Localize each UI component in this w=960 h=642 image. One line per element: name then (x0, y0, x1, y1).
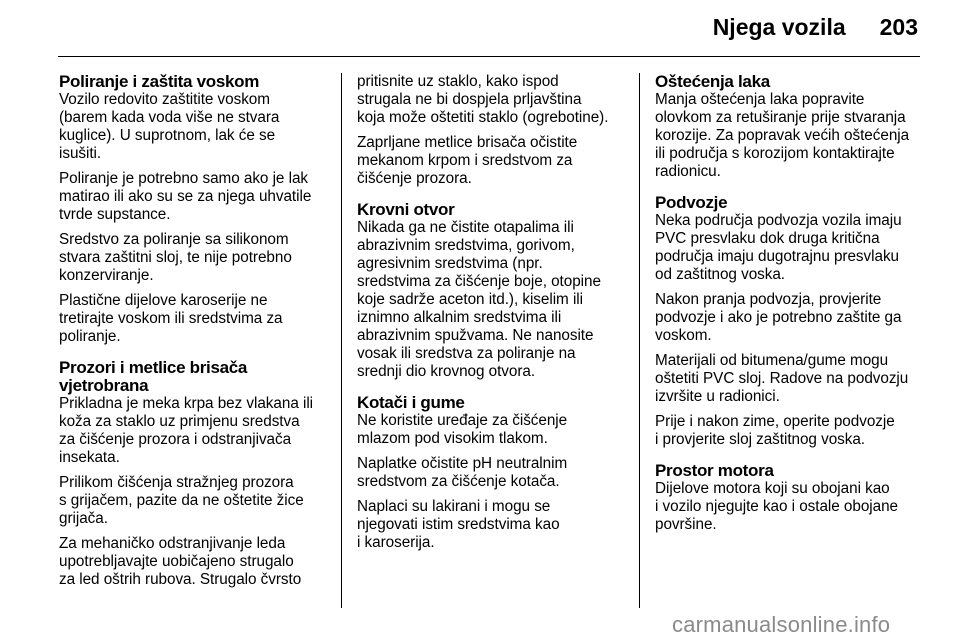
text-line: olovkom za retuširanje prije stvaranja (655, 109, 906, 126)
heading-line: vjetrobrana (59, 376, 149, 395)
text-line: za čišćenje prozora i odstranjivača (59, 431, 292, 448)
text-line: za led oštrih rubova. Strugalo čvrsto (59, 571, 302, 588)
text-line: PVC presvlaku dok druga kritična (655, 230, 880, 247)
text-line: poliranje. (59, 328, 121, 345)
text-line: stvara zaštitni sloj, te nije potrebno (59, 249, 292, 266)
text-line: agresivnim sredstvima (npr. (357, 255, 543, 272)
text-line: abrazivnim sredstvima, gorivom, (357, 237, 575, 254)
text-line: površine. (655, 516, 717, 533)
section (59, 73, 327, 346)
paragraph (655, 413, 925, 449)
heading-line: Podvozje (655, 193, 728, 212)
text-line: Prikladna je meka krpa bez vlakana ili (59, 395, 314, 412)
text-line: i provjerite sloj zaštitnog voska. (655, 431, 865, 448)
page-number: 203 (879, 14, 918, 40)
text-line: Nikada ga ne čistite otapalima ili (357, 219, 574, 236)
section-heading (655, 73, 925, 91)
section-heading (59, 73, 327, 91)
text-line: isušiti. (59, 145, 102, 162)
text-line: koža za staklo uz primjenu sredstva (59, 413, 300, 430)
text-line: konzerviranje. (59, 267, 154, 284)
text-line: podvozje i ako je potrebno zaštite ga (655, 309, 902, 326)
section (655, 194, 925, 449)
text-line: Dijelove motora koji su obojani kao (655, 480, 890, 497)
column-3 (655, 73, 925, 547)
paragraph (357, 134, 625, 188)
text-line: područja imaju dugotrajnu presvlaku (655, 248, 899, 265)
section-heading (357, 201, 625, 219)
text-line: insekata. (59, 449, 120, 466)
text-line: upotrebljavajte uobičajeno strugalo (59, 553, 294, 570)
text-line: s grijačem, pazite da ne oštetite žice (59, 492, 304, 509)
column-divider (639, 73, 640, 608)
heading-line: Oštećenja laka (655, 72, 770, 91)
paragraph (59, 474, 327, 528)
page-header (713, 14, 918, 41)
text-line: Ne koristite uređaje za čišćenje (357, 412, 568, 429)
text-line: Materijali od bitumena/gume mogu (655, 352, 889, 369)
text-line: matirao ili ako su se za njega uhvatile (59, 188, 312, 205)
section-heading (357, 394, 625, 412)
text-line: Manja oštećenja laka popravite (655, 91, 865, 108)
heading-line: Prozori i metlice brisača (59, 358, 248, 377)
paragraph (357, 455, 625, 491)
column-2 (357, 73, 625, 565)
text-line: abrazivnim spužvama. Ne nanosite (357, 327, 594, 344)
text-line: izvršite u radionici. (655, 388, 780, 405)
text-line: Vozilo redovito zaštitite voskom (59, 91, 270, 108)
paragraph (59, 170, 327, 224)
text-line: srednji dio krovnog otvora. (357, 363, 536, 380)
text-line: Naplaci su lakirani i mogu se (357, 498, 551, 515)
paragraph (655, 91, 925, 181)
text-line: koje sadrže aceton itd.), kiselim ili (357, 291, 583, 308)
text-line: (barem kada voda više ne stvara (59, 109, 280, 126)
text-line: Plastične dijelove karoserije ne (59, 292, 268, 309)
text-line: kuglice). U suprotnom, lak će se (59, 127, 276, 144)
text-line: voskom. (655, 327, 712, 344)
text-line: Prije i nakon zime, operite podvozje (655, 413, 895, 430)
paragraph (59, 292, 327, 346)
text-line: tvrde supstance. (59, 206, 171, 223)
paragraph (59, 231, 327, 285)
text-line: mekanom krpom i sredstvom za (357, 152, 573, 169)
paragraph (357, 219, 625, 381)
text-line: i vozilo njegujte kao i ostale obojane (655, 498, 899, 515)
column-divider (341, 73, 342, 608)
paragraph (357, 73, 625, 127)
paragraph (59, 91, 327, 163)
paragraph (655, 352, 925, 406)
text-line: Nakon pranja podvozja, provjerite (655, 291, 882, 308)
text-line: radionicu. (655, 163, 721, 180)
paragraph (357, 412, 625, 448)
paragraph (59, 535, 327, 589)
text-line: korozije. Za popravak većih oštećenja (655, 127, 910, 144)
paragraph (655, 480, 925, 534)
section (357, 394, 625, 552)
section (357, 73, 625, 188)
text-line: Poliranje je potrebno samo ako je lak (59, 170, 308, 187)
page-title: Njega vozila (712, 14, 846, 40)
text-line: vosak ili sredstva za poliranje na (357, 345, 576, 362)
text-line: Sredstvo za poliranje sa silikonom (59, 231, 289, 248)
section (59, 359, 327, 589)
text-line: Naplatke očistite pH neutralnim (357, 455, 568, 472)
text-line: čišćenje prozora. (357, 170, 472, 187)
text-line: koja može oštetiti staklo (ogrebotine). (357, 109, 609, 126)
text-line: od zaštitnog voska. (655, 266, 785, 283)
paragraph (59, 395, 327, 467)
text-line: Prilikom čišćenja stražnjeg prozora (59, 474, 294, 491)
watermark: carmanualsonline.info (672, 612, 891, 637)
text-line: strugala ne bi dospjela prljavština (357, 91, 582, 108)
text-line: Zaprljane metlice brisača očistite (357, 134, 578, 151)
text-line: sredstvima za čišćenje boje, otopine (357, 273, 601, 290)
text-line: njegovati istim sredstvima kao (357, 516, 560, 533)
paragraph (655, 291, 925, 345)
section (357, 201, 625, 381)
heading-line: Poliranje i zaštita voskom (59, 72, 260, 91)
section-heading (655, 462, 925, 480)
heading-line: Krovni otvor (357, 200, 455, 219)
text-line: grijača. (59, 510, 108, 527)
text-line: pritisnite uz staklo, kako ispod (357, 73, 559, 90)
text-line: sredstvom za čišćenje kotača. (357, 473, 560, 490)
heading-line: Prostor motora (655, 461, 774, 480)
section-heading (655, 194, 925, 212)
text-line: Neka područja podvozja vozila imaju (655, 212, 902, 229)
header-rule (58, 56, 920, 57)
text-line: ili područja s korozijom kontaktirajte (655, 145, 895, 162)
text-line: iznimno alkalnim sredstvima ili (357, 309, 562, 326)
paragraph (357, 498, 625, 552)
paragraph (655, 212, 925, 284)
column-1 (59, 73, 327, 602)
text-line: i karoserija. (357, 534, 435, 551)
heading-line: Kotači i gume (357, 393, 465, 412)
text-line: tretirajte voskom ili sredstvima za (59, 310, 283, 327)
text-line: oštetiti PVC sloj. Radove na podvozju (655, 370, 909, 387)
text-line: Za mehaničko odstranjivanje leda (59, 535, 286, 552)
section (655, 73, 925, 181)
section (655, 462, 925, 534)
section-heading (59, 359, 327, 395)
text-line: mlazom pod visokim tlakom. (357, 430, 548, 447)
